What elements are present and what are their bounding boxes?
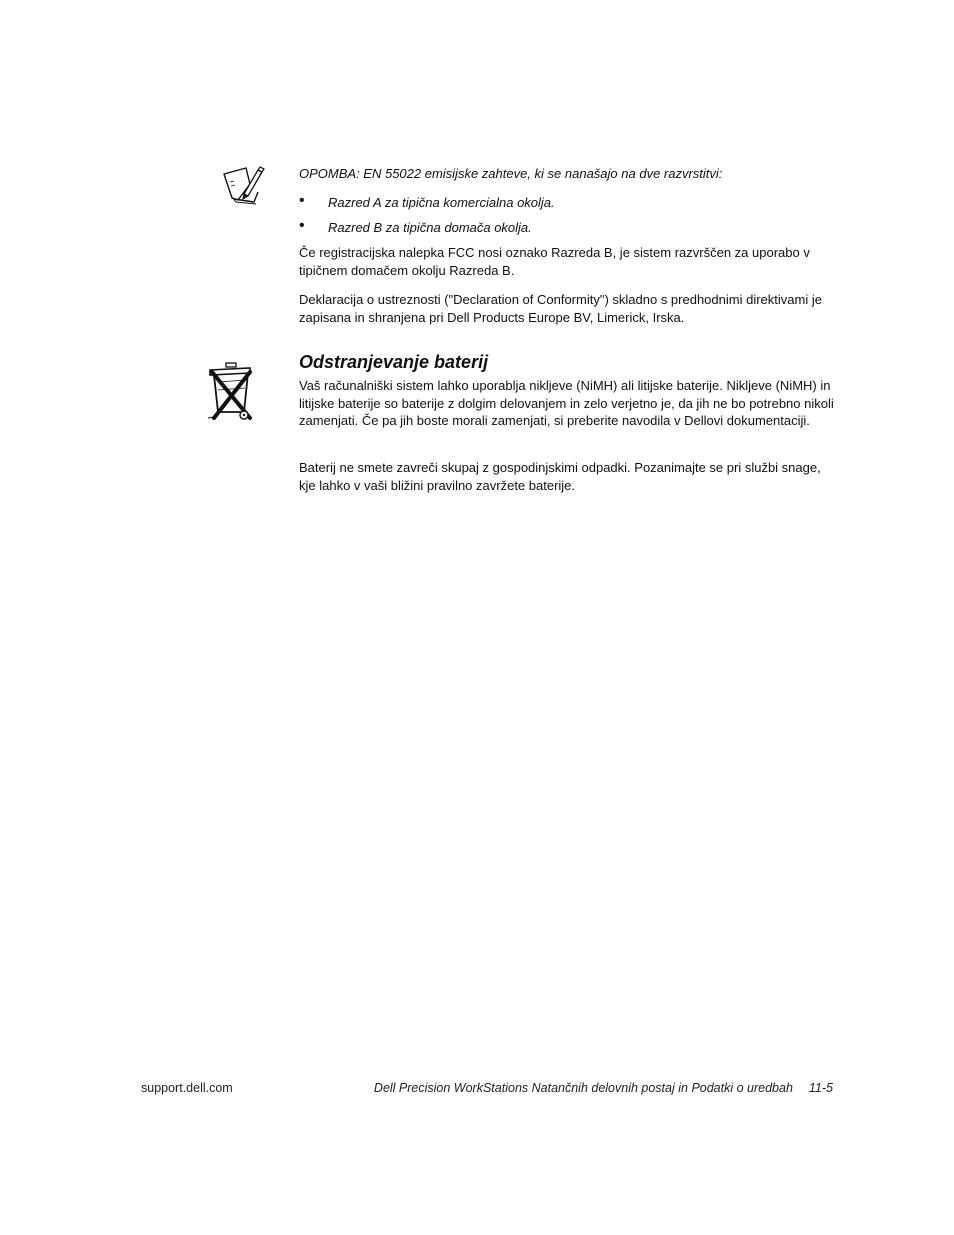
list-item [299, 219, 839, 236]
paragraph-battery-2: Baterij ne smete zavreči skupaj z gospodinjskimi odpadki. Pozanimajte se pri službi snage, kje lahko v vaši bližini pravilno zavržete baterije. [299, 460, 821, 493]
bullet-glyph: • [299, 217, 305, 234]
list-item [299, 194, 839, 211]
note-text: OPOMBA: EN 55022 emisijske zahteve, ki se nanašajo na dve razvrstitvi: [299, 166, 723, 181]
footer-title-block [374, 1081, 833, 1095]
section-heading: Odstranjevanje baterij [299, 352, 489, 372]
bullet-text: Razred B za tipična domača okolja. [328, 220, 532, 235]
footer-title: Dell Precision WorkStations Natančnih delovnih postaj in Podatki o uredbah [373, 1081, 793, 1095]
paragraph-fcc: Če registracijska nalepka FCC nosi oznako Razreda B, je sistem razvrščen za uporabo v tipičnem domačem okolju Razreda B. [299, 245, 810, 278]
crossed-out-bin-icon [206, 360, 258, 424]
bullet-glyph: • [299, 192, 305, 209]
footer-site: support.dell.com [141, 1081, 233, 1095]
bullet-text: Razred A za tipična komercialna okolja. [328, 195, 555, 210]
paragraph-battery-1: Vaš računalniški sistem lahko uporablja nikljeve (NiMH) ali litijske baterije. Nikljeve (NiMH) in litijske baterije so baterije z dolgim delovanjem in zelo verjetno je, da jih ne bo potrebno nikoli zamenjati. Če pa jih boste morali zamenjati, si preberite navodila v Dellovi dokumentaciji. [299, 378, 834, 428]
note-pencil-icon [220, 164, 266, 206]
paragraph-declaration: Deklaracija o ustreznosti ("Declaration of Conformity") skladno s predhodnimi direktivami je zapisana in shranjena pri Dell Products Europe BV, Limerick, Irska. [299, 292, 822, 325]
page-number: 11-5 [808, 1081, 833, 1095]
